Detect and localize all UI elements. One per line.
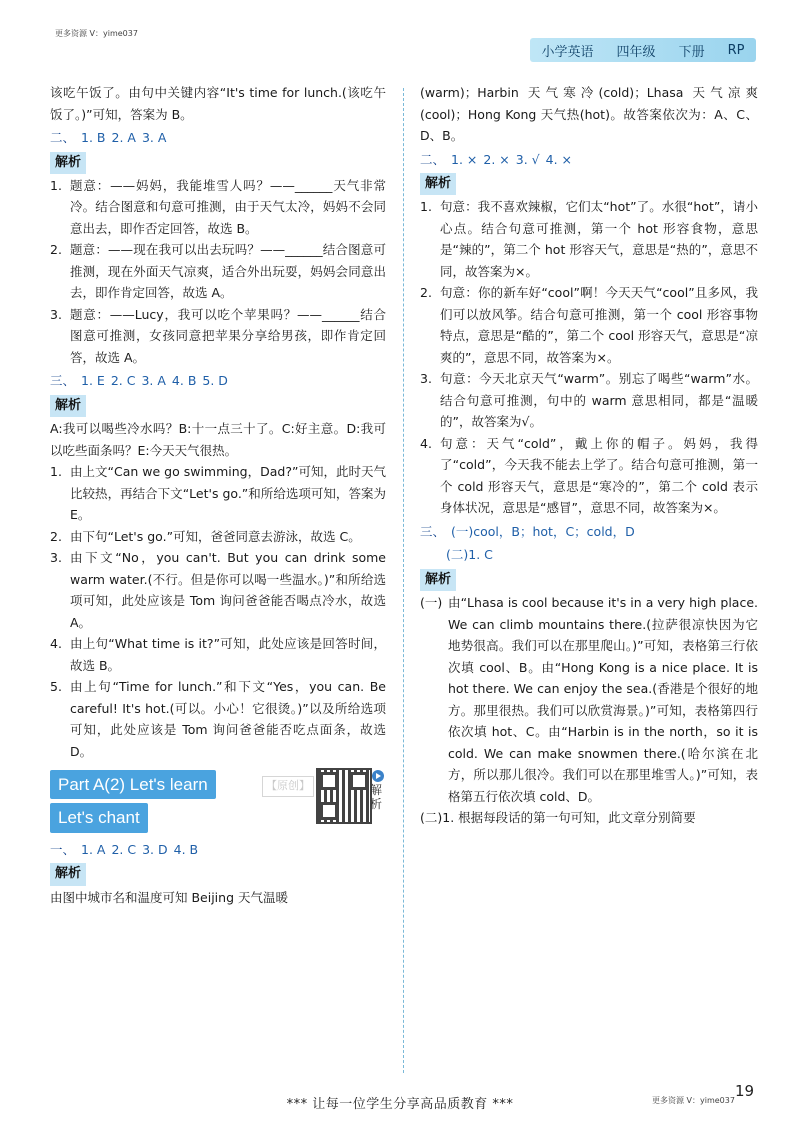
list-item: 2. 题意：——现在我可以出去玩吗？——______结合图意可推测，现在外面天气凉爽，适合外出玩耍，妈妈会同意出去，即作肯定回答，故选 A。 (50, 242, 386, 301)
grade-label: 四年级 (616, 44, 656, 60)
list-item: 2. 由下句“Let's go.”可知，爸爸同意去游泳，故选 C。 (50, 528, 361, 544)
analysis-label: 解析 (50, 152, 86, 174)
list-item: 3. 题意：——Lucy，我可以吃个苹果吗？——______结合图意可推测，女孩同意把苹果分享给男孩，即作肯定回答，故选 A。 (50, 306, 386, 365)
answer-item: 1. B (81, 130, 106, 145)
analysis-label: 解析 (420, 569, 456, 591)
watermark-stamp: 【原创】 (262, 776, 314, 797)
list-item: 4. 句意：天气“cold”，戴上你的帽子。妈妈，我得了“cold”，今天我不能去上学了。结合句意可推测，第一个 cold 形容天气，意思是“寒冷的”，第二个 cold 表示身体状况，意思是“感冒”，意思不同，故答案为×。 (420, 435, 758, 516)
answer-line-sec2 (420, 149, 758, 171)
answer-line-sec3 (420, 521, 758, 543)
column-divider (403, 88, 404, 1073)
answer-item: 1. A (81, 841, 106, 857)
left-last-line: 由图中城市名和温度可知 Beijing 天气温暖 (50, 889, 288, 905)
answer-item: 3. D (142, 841, 168, 857)
part-subtitle: Let's chant (50, 803, 148, 832)
list-item: 1. 句意：我不喜欢辣椒，它们太“hot”了。水很“hot”，请小心点。结合句意可推测，第一个 hot 形容食物，意思是“辣的”，第二个 hot 形容天气，意思是“热的”，意思不同，故答案为×。 (420, 199, 758, 279)
edition-label: RP (727, 42, 745, 58)
list-item: 1. 由上文“Can we go swimming，Dad?”可知，此时天气比较热，再结合下文“Let's go.”和所给选项可知，答案为 E。 (50, 464, 386, 523)
qr-label: 解析 (370, 783, 383, 812)
top-note: 更多资源 V：yime037 (55, 29, 138, 38)
answer-line-sec2 (50, 127, 386, 149)
footer-slogan: *** 让每一位学生分享高品质教育 *** (286, 1097, 514, 1112)
list-item: 3. 由下文“No，you can't. But you can drink some warm water.(不行。但是你可以喝一些温水。)”和所给选项可知，此处应该是 Tom 询问爸爸能否喝点冷水，故选 A。 (50, 550, 386, 630)
answer-item: 1. × (451, 151, 478, 167)
subject-label: 小学英语 (541, 44, 594, 60)
list-item: 1. 题意：——妈妈，我能堆雪人吗？——______天气非常冷。结合图意和句意可推测，由于天气太冷，妈妈不会同意出去，即作否定回答，故选 B。 (50, 177, 386, 236)
list-item: 4. 由上句“What time is it?”可知，此处应该是回答时间，故选 B。 (50, 636, 386, 673)
analysis-label: 解析 (50, 395, 86, 417)
answer-head: 二、 (420, 151, 446, 167)
part-heading-block (50, 770, 386, 836)
answer-item: 2. A (111, 130, 136, 145)
answer-item: 4. B (171, 373, 197, 389)
answer-item: 2. C (111, 841, 137, 857)
left-column (50, 82, 386, 908)
answer-line-sec3 (50, 370, 386, 392)
book-header-tag (530, 38, 756, 62)
answer-head: 三、 (50, 373, 76, 389)
answer-line-sec3-part2 (420, 544, 758, 566)
page-number: 19 (735, 1082, 755, 1100)
answer-item: 3. √ (515, 151, 540, 167)
answer-head: 二、 (50, 130, 76, 145)
volume-label: 下册 (678, 44, 705, 60)
answer-item: 2. C (110, 373, 136, 389)
options-text: A:我可以喝些冷水吗？B:十一点三十了。C:好主意。D:我可以吃些面条吗？E:今天天气很热。 (50, 421, 386, 458)
right-intro: (warm)；Harbin 天气寒冷(cold)；Lhasa 天气凉爽(cool)；Hong Kong 天气热(hot)。故答案依次为：A、C、D、B。 (420, 85, 758, 143)
answer-item: (一)cool，B；hot，C；cold，D (451, 523, 635, 539)
answer-item: 2. × (483, 151, 510, 167)
answer-line-sec1 (50, 839, 386, 861)
answer-head: 三、 (420, 523, 446, 539)
left-intro: 该吃午饭了。由句中关键内容“It's time for lunch.(该吃午饭了。)”可知，答案为 B。 (50, 85, 386, 122)
right-last-line: (二)1. 根据每段话的第一句可知，此文章分别简要 (420, 810, 696, 826)
answer-item: 5. D (202, 373, 228, 389)
part-title: Part A(2) Let's learn (50, 770, 216, 799)
answer-item: 3. A (141, 130, 167, 145)
list-item: (一) 由“Lhasa is cool because it's in a very high place. We can climb mountains there.(拉萨很凉快因为它地势很高。我们可以在那里爬山。)”可知，表格第三行依次填 cool、B。由“Hong Kong is a nice place. It is hot there. We can enjoy the sea.(香港是个很好的地方。那里很热。我们可以欣赏海景。)”可知，表格第四行依次填 hot、C。由“Harbin is in the north，so it is cold. We can make snowmen there.(哈尔滨在北方，所以那儿很冷。我们可以在那里堆雪人。)”可知，表格第五行依次填 cold、D。 (420, 595, 758, 804)
list-item: 2. 句意：你的新车好“cool”啊！今天天气“cool”且多风，我们可以放风筝。结合句意可推测，第一个 cool 形容事物特点，意思是“酷的”，第二个 cool 形容天气，意思是“凉爽的”，意思不同，故答案为×。 (420, 285, 758, 365)
answer-item: 1. E (81, 373, 105, 389)
answer-item: 4. B (173, 841, 199, 857)
answer-item: 4. × (545, 151, 573, 167)
list-item: 3. 句意：今天北京天气“warm”。别忘了喝些“warm”水。结合句意可推测，句中的 warm 意思相同，都是“温暖的”，故答案为√。 (420, 371, 758, 430)
bottom-note: 更多资源 V：yime037 (652, 1096, 735, 1105)
right-column (420, 82, 758, 829)
answer-item: 3. A (141, 373, 166, 389)
list-item: 5. 由上句“Time for lunch.”和下文“Yes，you can. Be careful! It's hot.(可以。小心！它很烫。)”以及所给选项可知，此处应该是 Tom 询问爸爸能否吃点面条，故选 D。 (50, 679, 386, 759)
answer-item: (二)1. C (446, 547, 493, 563)
answer-head: 一、 (50, 841, 76, 857)
analysis-label: 解析 (50, 863, 86, 885)
analysis-label: 解析 (420, 173, 456, 195)
qr-code-icon[interactable] (316, 768, 372, 824)
